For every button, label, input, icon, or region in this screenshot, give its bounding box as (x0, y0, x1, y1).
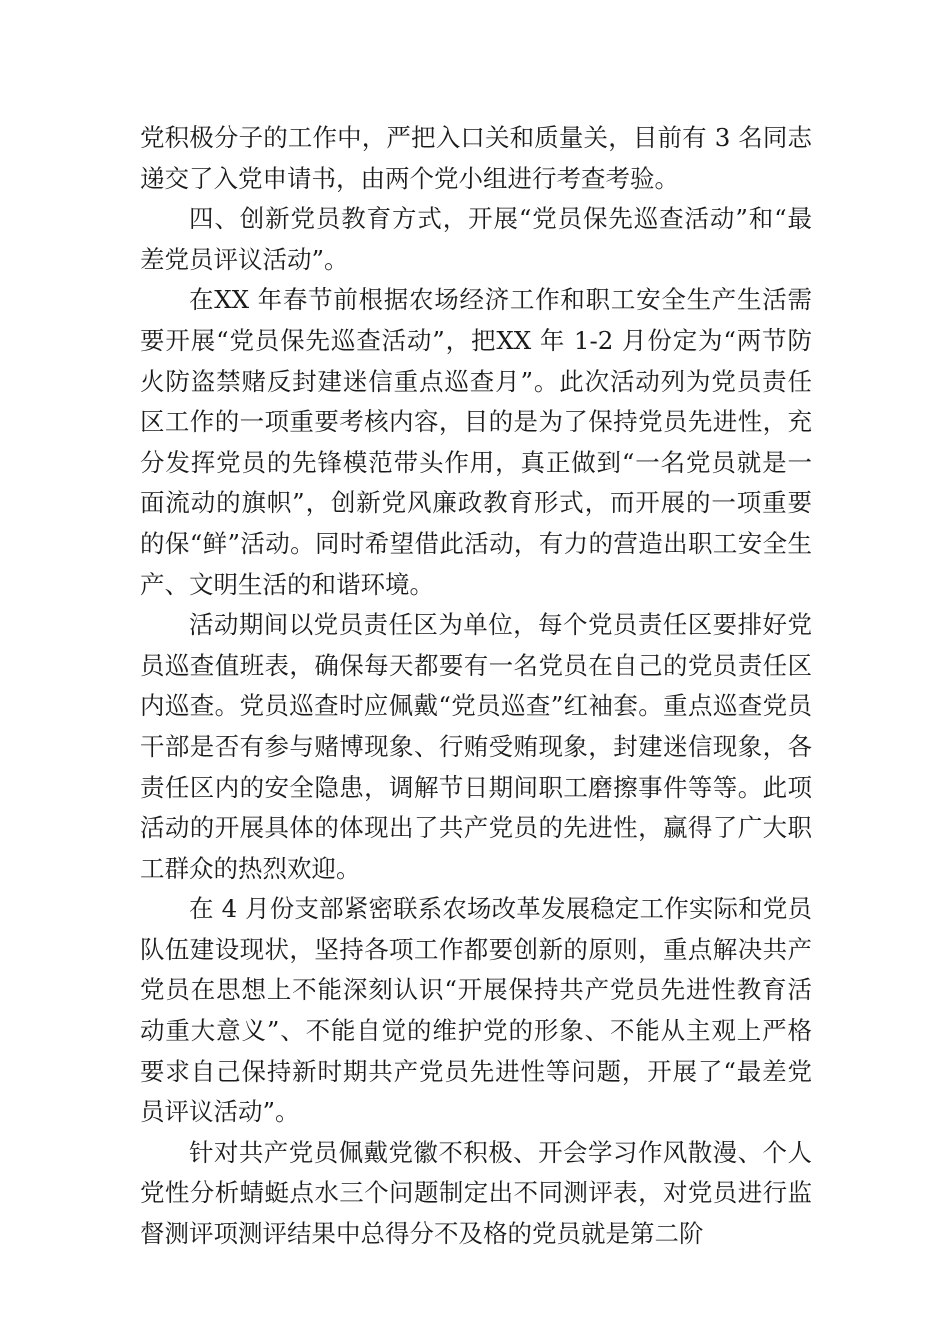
paragraph-inspection-activity: 在XX 年春节前根据农场经济工作和职工安全生产生活需要开展“党员保先巡查活动”，把XX 年 1-2 月份定为“两节防火防盗禁赌反封建迷信重点巡查月”。此次活动列为党员责任区工作的一项重要考核内容，目的是为了保持党员先进性，充分发挥党员的先锋模范带头作用，真正做到“一名党员就是一面流动的旗帜”，创新党风廉政教育形式，而开展的一项重要的保“鲜”活动。同时希望借此活动，有力的营造出职工安全生产、文明生活的和谐环境。 (140, 285, 812, 599)
section-heading-four: 四、创新党员教育方式，开展“党员保先巡查活动”和“最差党员评议活动”。 (140, 204, 812, 274)
paragraph-april-evaluation: 在 4 月份支部紧密联系农场改革发展稳定工作实际和党员队伍建设现状，坚持各项工作都要创新的原则，重点解决共产党员在思想上不能深刻认识“开展保持共产党员先进性教育活动重大意义”、不能自觉的维护党的形象、不能从主观上严格要求自己保持新时期共产党员先进性等问题，开展了“最差党员评议活动”。 (140, 894, 812, 1127)
paragraph-continued: 党积极分子的工作中，严把入口关和质量关，目前有 3 名同志递交了入党申请书，由两个党小组进行考查考验。 (140, 123, 812, 193)
paragraph-evaluation-criteria: 针对共产党员佩戴党徽不积极、开会学习作风散漫、个人党性分析蜻蜓点水三个问题制定出不同测评表，对党员进行监督测评项测评结果中总得分不及格的党员就是第二阶 (140, 1137, 812, 1249)
paragraph-activity-period: 活动期间以党员责任区为单位，每个党员责任区要排好党员巡查值班表，确保每天都要有一名党员在自己的党员责任区内巡查。党员巡查时应佩戴“党员巡查”红袖套。重点巡查党员干部是否有参与赌博现象、行贿受贿现象，封建迷信现象，各责任区内的安全隐患，调解节日期间职工磨擦事件等等。此项活动的开展具体的体现出了共产党员的先进性，赢得了广大职工群众的热烈欢迎。 (140, 610, 812, 883)
document-body (140, 118, 812, 1255)
